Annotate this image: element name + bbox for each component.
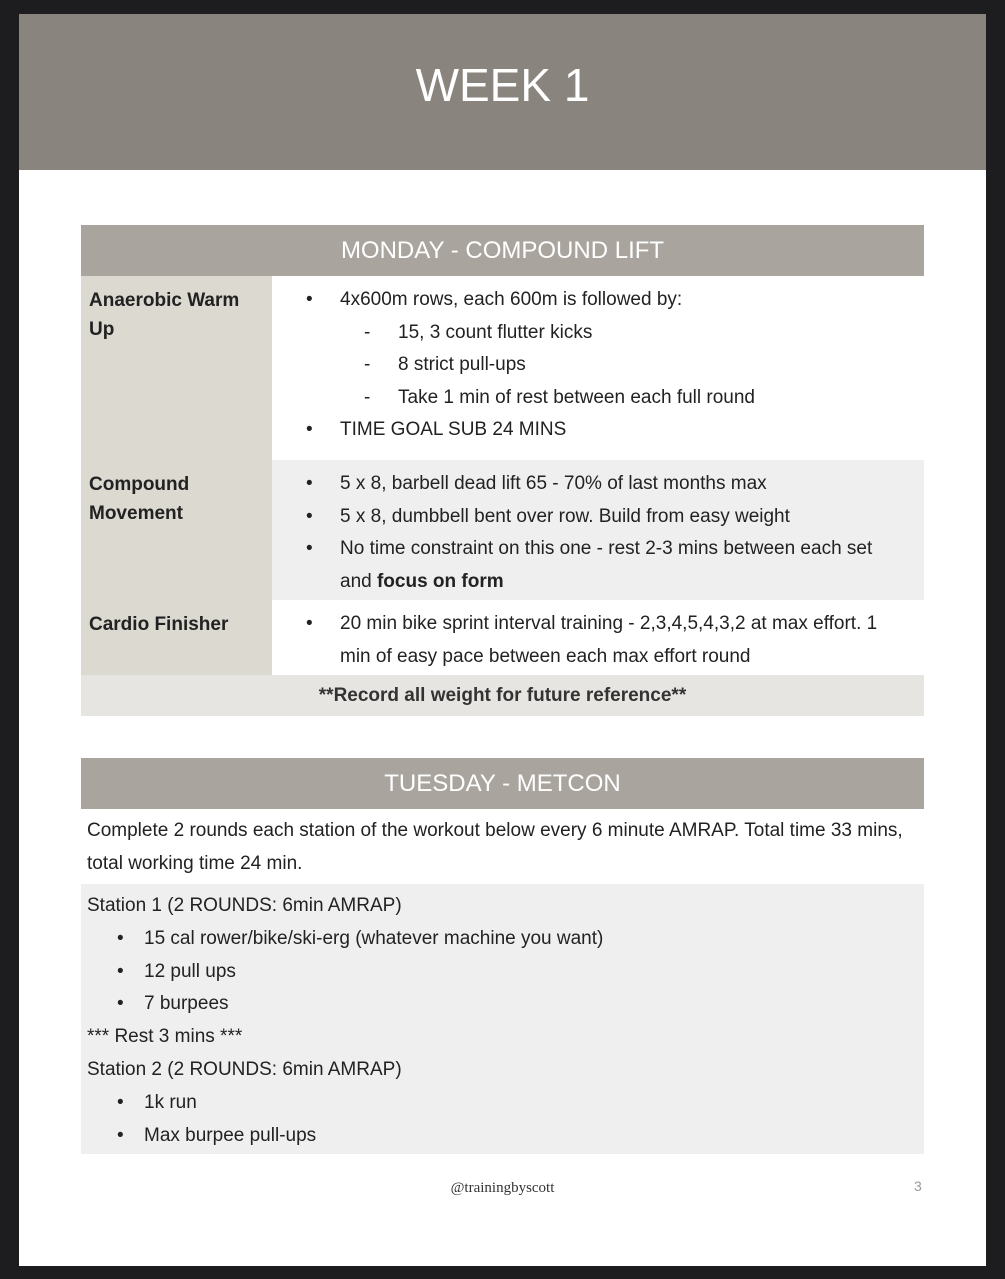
tuesday-header: TUESDAY - METCON <box>81 758 924 809</box>
list-item: • 12 pull ups <box>87 956 918 989</box>
bullet-item: • 5 x 8, barbell dead lift 65 - 70% of last months max <box>272 468 904 501</box>
row-label: Compound Movement <box>81 460 272 600</box>
list-item: • 7 burpees <box>87 988 918 1021</box>
page-number: 3 <box>914 1178 922 1194</box>
tuesday-intro: Complete 2 rounds each station of the workout below every 6 minute AMRAP. Total time 33 mins, total working time 24 min. <box>87 820 903 874</box>
monday-header: MONDAY - COMPOUND LIFT <box>81 225 924 276</box>
rest-note: *** Rest 3 mins *** <box>87 1026 243 1048</box>
tuesday-table <box>81 758 924 1154</box>
bullet-item: • 5 x 8, dumbbell bent over row. Build from easy weight <box>272 501 904 534</box>
monday-table <box>81 225 924 716</box>
bullet-item <box>272 533 904 598</box>
bullet-item: • 4x600m rows, each 600m is followed by: <box>272 284 924 317</box>
table-row <box>81 276 924 460</box>
bullet-item: • TIME GOAL SUB 24 MINS <box>272 414 924 447</box>
station-title: Station 2 (2 ROUNDS: 6min AMRAP) <box>87 1058 402 1080</box>
list-item: • 1k run <box>87 1087 918 1120</box>
bullet-item: • 20 min bike sprint interval training - 2,3,4,5,4,3,2 at max effort. 1 min of easy pace between each max effort round <box>272 608 884 673</box>
sub-item: - 8 strict pull-ups <box>272 349 924 382</box>
sub-item: - Take 1 min of rest between each full round <box>272 382 924 415</box>
table-row <box>81 460 924 600</box>
stations-block <box>81 884 924 1154</box>
bold-text: focus on form <box>376 570 504 592</box>
list-item: • Max burpee pull-ups <box>87 1120 918 1153</box>
record-note: **Record all weight for future reference** <box>81 675 924 716</box>
week-title: WEEK 1 <box>19 14 986 170</box>
footer-handle: @trainingbyscott <box>450 1180 555 1196</box>
row-label: Cardio Finisher <box>81 600 272 675</box>
row-label: Anaerobic Warm Up <box>81 276 272 460</box>
list-item: • 15 cal rower/bike/ski-erg (whatever machine you want) <box>87 923 918 956</box>
station-title: Station 1 (2 ROUNDS: 6min AMRAP) <box>87 895 402 916</box>
bullet-text: No time constraint on this one - rest 2-3 mins between each set and <box>340 538 873 592</box>
sub-item: - 15, 3 count flutter kicks <box>272 317 924 350</box>
table-row <box>81 600 924 675</box>
document-page <box>19 14 986 1266</box>
